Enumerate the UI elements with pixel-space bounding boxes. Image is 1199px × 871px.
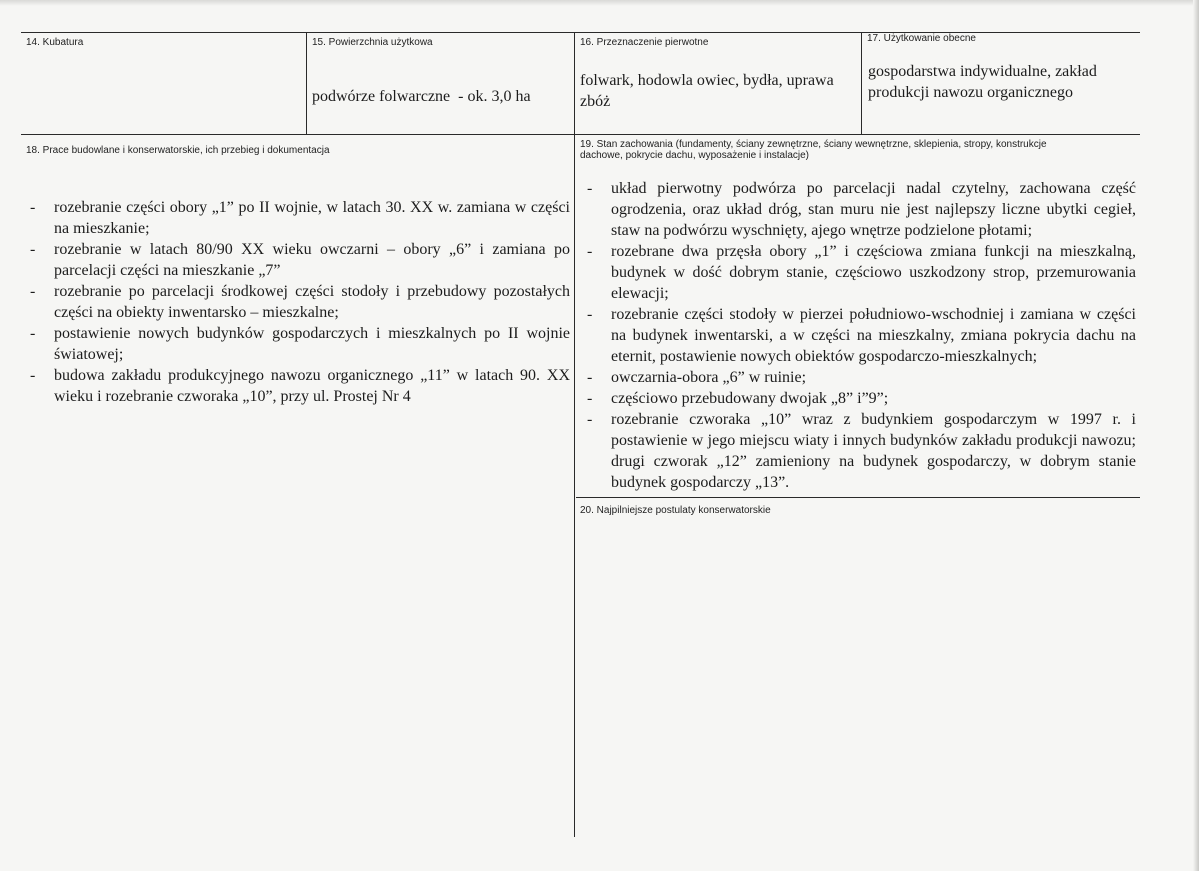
list-item: - rozebranie części obory „1” po II wojnie, w latach 30. XX w. zamiana w części na mieszkanie; xyxy=(30,197,570,239)
list-item: - rozebranie w latach 80/90 XX wieku owczarni – obory „6” i zamiana po parcelacji części na mieszkanie „7” xyxy=(30,239,570,281)
list-item: - owczarnia-obora „6” w ruinie; xyxy=(587,367,1136,388)
field-16-value: folwark, hodowla owiec, bydła, uprawa zbóż xyxy=(580,72,834,110)
list-item: - budowa zakładu produkcyjnego nawozu organicznego „11” w latach 90. XX wieku i rozebranie czworaka „10”, przy ul. Prostej Nr 4 xyxy=(30,365,570,407)
list-item: - rozebranie części stodoły w pierzei południowo-wschodniej i zamiana w części na budynek inwentarski, a w części na mieszkalny, zmiana pokrycia dachu na eternit, postawienie nowych obiektów gospodarczo-mieszkalnych; xyxy=(587,304,1136,367)
header-divider-2 xyxy=(574,32,575,837)
field-14-label: 14. Kubatura xyxy=(26,37,84,48)
list-item: - rozebranie po parcelacji środkowej części stodoły i przebudowy pozostałych części na obiekty inwentarsko – mieszkalne; xyxy=(30,281,570,323)
page-edge xyxy=(0,0,1199,6)
section18-list xyxy=(30,197,570,407)
field-17-label: 17. Użytkowanie obecne xyxy=(867,33,976,44)
section18-label: 18. Prace budowlane i konserwatorskie, ich przebieg i dokumentacja xyxy=(26,145,330,156)
section19-label: 19. Stan zachowania (fundamenty, ściany zewnętrzne, ściany wewnętrzne, sklepienia, stropy, konstrukcje dachowe, pokrycie dachu, wyposażenie i instalacje) xyxy=(580,139,1047,161)
list-item: - postawienie nowych budynków gospodarczych i mieszkalnych po II wojnie światowej; xyxy=(30,323,570,365)
page-edge-right xyxy=(1193,0,1199,871)
list-item: - częściowo przebudowany dwojak „8” i”9”; xyxy=(587,388,1136,409)
section19-list xyxy=(587,178,1136,493)
section19-bottom-rule xyxy=(576,497,1140,498)
field-16-label: 16. Przeznaczenie pierwotne xyxy=(580,37,709,48)
list-item: - układ pierwotny podwórza po parcelacji nadal czytelny, zachowana część ogrodzenia, oraz układ dróg, stan muru nie jest najlepszy liczne ubytki cegieł, staw na podwórzu wyschnięty, ajego wnętrze podzielone płotami; xyxy=(587,178,1136,241)
list-item: - rozebrane dwa przęsła obory „1” i częściowa zmiana funkcji na mieszkalną, budynek w dość dobrym stanie, częściowo uszkodzony strop, przemurowania elewacji; xyxy=(587,241,1136,304)
field-17-value: gospodarstwa indywidualne, zakład produkcji nawozu organicznego xyxy=(868,63,1097,101)
section20-label: 20. Najpilniejsze postulaty konserwatorskie xyxy=(580,505,771,516)
field-15-value: podwórze folwarczne - ok. 3,0 ha xyxy=(312,88,531,105)
list-item: - rozebranie czworaka „10” wraz z budynkiem gospodarczym w 1997 r. i postawienie w jego miejscu wiaty i innych budynków zakładu produkcji nawozu; drugi czworak „12” zamieniony na budynek gospodarczy, w dobrym stanie budynek gospodarczy „13”. xyxy=(587,409,1136,493)
header-divider-3 xyxy=(861,32,862,134)
header-row-bottom-rule xyxy=(21,134,1140,135)
field-15-label: 15. Powierzchnia użytkowa xyxy=(312,37,433,48)
header-divider-1 xyxy=(306,32,307,134)
